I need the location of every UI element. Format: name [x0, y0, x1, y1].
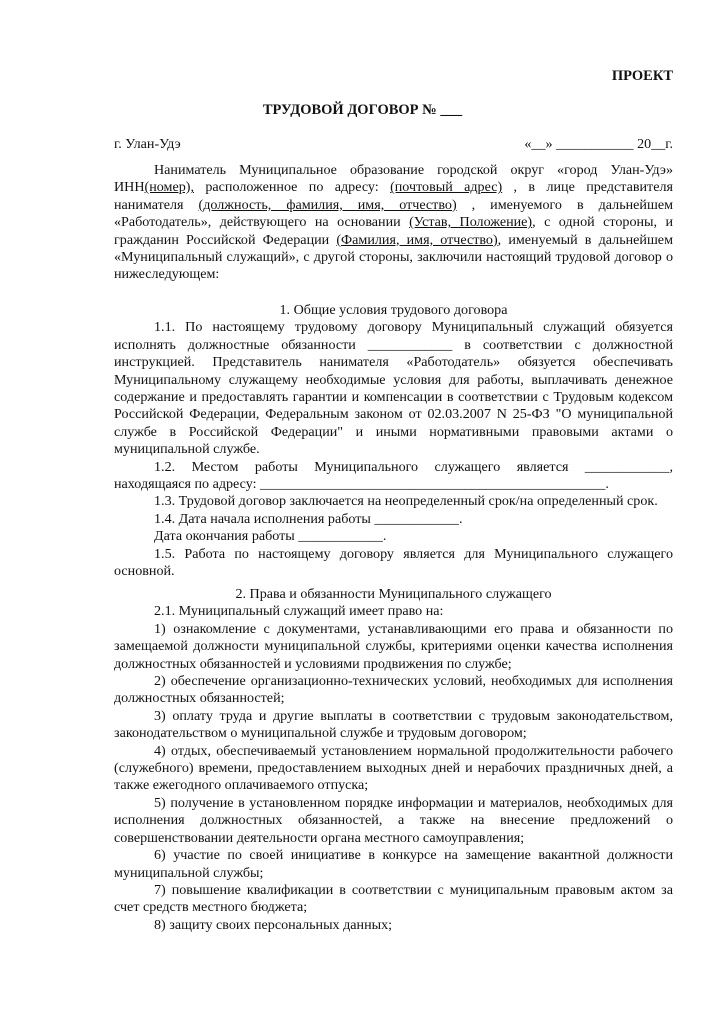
rights-item: 2) обеспечение организационно-технических условий, необходимых для исполнения должностных обязанностей;	[114, 673, 673, 707]
clause-1-5: 1.5. Работа по настоящему договору является для Муниципального служащего основной.	[114, 545, 673, 580]
clause-2-1: 2.1. Муниципальный служащий имеет право на:	[154, 603, 444, 620]
contract-date: «__» ___________ 20__г.	[524, 136, 673, 152]
intro-text-4: , именуемого в дальнейшем «Работодатель», действующего на основании	[114, 196, 673, 231]
intro-text-5: , с одной стороны, и гражданин Российской Федерации	[114, 214, 673, 248]
rights-item: 8) защиту своих персональных данных;	[154, 916, 393, 933]
representative-placeholder: (должность, фамилия, имя, отчество)	[198, 196, 457, 213]
contract-title: ТРУДОВОЙ ДОГОВОР № ___	[262, 102, 463, 118]
intro-paragraph	[114, 162, 673, 284]
clause-1-4-end: Дата окончания работы ____________.	[154, 528, 387, 545]
rights-item: 6) участие по своей инициативе в конкурсе на замещение вакантной должности муниципальной службы;	[114, 847, 673, 881]
intro-text-3: , в лице представителя нанимателя	[114, 179, 673, 213]
section-2-title: 2. Права и обязанности Муниципального служащего	[235, 586, 552, 602]
address-placeholder: (почтовый адрес)	[390, 179, 503, 196]
basis-placeholder: (Устав, Положение)	[409, 214, 533, 231]
intro-text-2: расположенное по адресу:	[194, 179, 391, 196]
project-stamp: ПРОЕКТ	[611, 68, 673, 84]
employee-name-placeholder: (Фамилия, имя, отчество)	[336, 231, 498, 248]
rights-item: 7) повышение квалификации в соответствии с муниципальным правовым актом за счет средств местного бюджета;	[114, 881, 673, 916]
section-1	[114, 302, 673, 581]
city: г. Улан-Удэ	[114, 136, 181, 152]
clause-1-2: 1.2. Местом работы Муниципального служащего является ____________, находящаяся по адресу: _________________________________________________.	[114, 458, 673, 493]
rights-item: 5) получение в установленном порядке информации и материалов, необходимых для исполнения должностных обязанностей, а также на внесение предложений о совершенствовании деятельности органа местного самоуправления;	[114, 794, 673, 846]
inn-placeholder: (номер),	[144, 179, 194, 196]
rights-item: 3) оплату труда и другие выплаты в соответствии с трудовым законодательством, законодательством о муниципальной службе и трудовым договором;	[114, 707, 673, 742]
intro-text-6: , именуемый в дальнейшем «Муниципальный служащий», с другой стороны, заключили настоящий трудовой договор о нижеследующем:	[114, 231, 673, 283]
clause-1-1: 1.1. По настоящему трудовому договору Муниципальный служащий обязуется исполнять должностные обязанности ____________ в соответствии с должностной инструкцией. Представитель нанимателя «Работодатель» обязуется обеспечивать Муниципальному служащему необходимые условия для работы, выплачивать денежное содержание и предоставлять гарантии и компенсации в соответствии с Трудовым кодексом Российской Федерации, Федеральным законом от 02.03.2007 N 25-ФЗ "О муниципальной службе в Российской Федерации" и иными нормативными правовыми актами о муниципальной службе.	[114, 319, 673, 458]
rights-item: 1) ознакомление с документами, устанавливающими его права и обязанности по замещаемой должности муниципальной службы, критериями оценки качества исполнения должностных обязанностей и условиями продвижения по службе;	[114, 620, 673, 672]
section-2	[114, 586, 673, 934]
intro-text-1: Наниматель Муниципальное образование городской округ «город Улан-Удэ» ИНН	[114, 162, 673, 196]
clause-1-3: 1.3. Трудовой договор заключается на неопределенный срок/на определенный срок.	[154, 493, 658, 510]
section-1-title: 1. Общие условия трудового договора	[279, 302, 508, 318]
rights-item: 4) отдых, обеспечиваемый установлением нормальной продолжительности рабочего (служебного) времени, предоставлением выходных дней и нерабочих праздничных дней, а также ежегодного оплачиваемого отпуска;	[114, 742, 673, 794]
city-date-line	[114, 136, 673, 153]
clause-1-4: 1.4. Дата начала исполнения работы ____________.	[154, 510, 463, 527]
